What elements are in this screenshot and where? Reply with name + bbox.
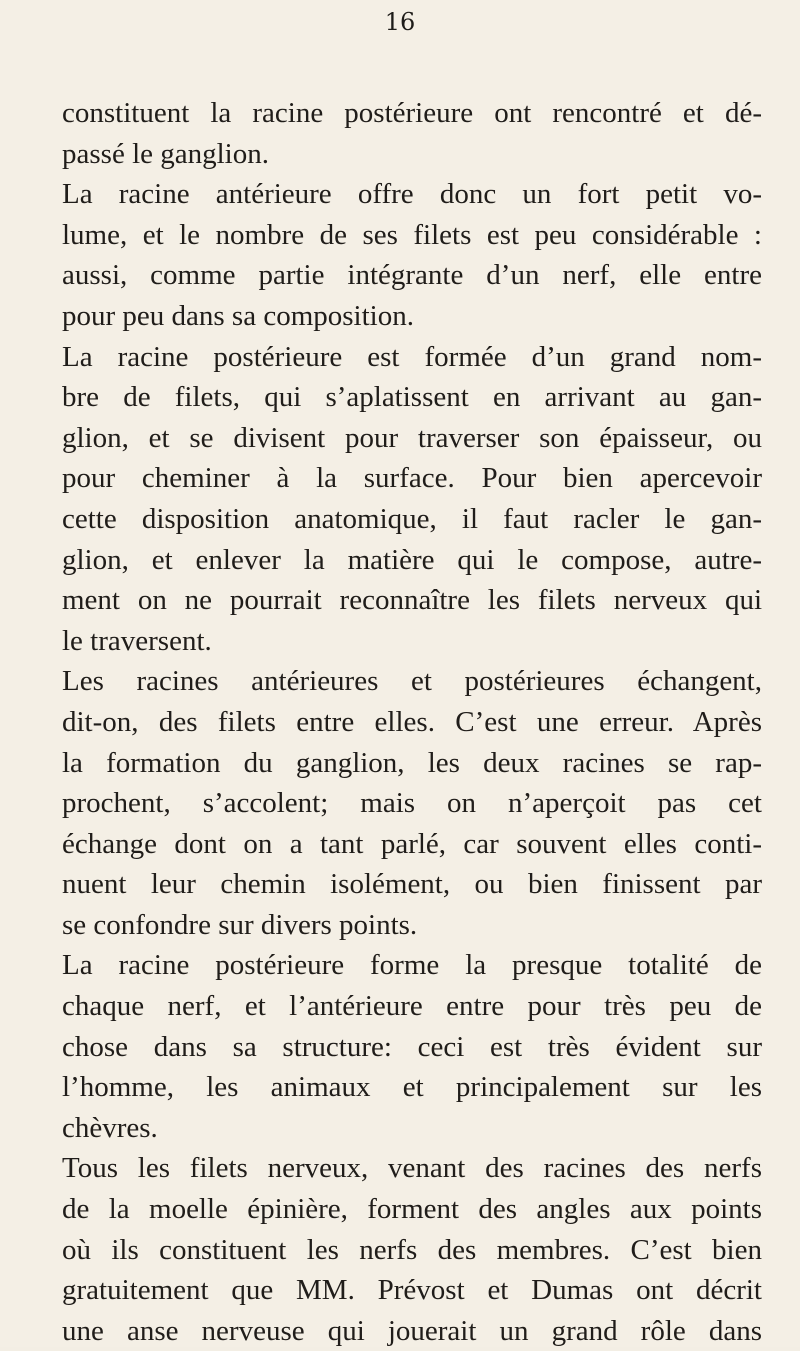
text-line: pour cheminer à la surface. Pour bien apercevoir xyxy=(62,462,762,495)
text-line: Les racines antérieures et postérieures échangent, xyxy=(62,665,762,698)
text-line: passé le ganglion. xyxy=(62,137,269,170)
text-line: aussi, comme partie intégrante d’un nerf, elle entre xyxy=(62,259,762,292)
text-line: chose dans sa structure: ceci est très évident sur xyxy=(62,1030,762,1063)
text-line: nuent leur chemin isolément, ou bien finissent par xyxy=(62,868,762,901)
text-line: de la moelle épinière, forment des angles aux points xyxy=(62,1193,762,1226)
text-line: une anse nerveuse qui jouerait un grand rôle dans xyxy=(62,1314,762,1347)
text-line: cette disposition anatomique, il faut racler le gan- xyxy=(62,502,762,535)
page-number: 16 xyxy=(384,8,416,36)
text-line: chaque nerf, et l’antérieure entre pour très peu de xyxy=(62,990,762,1023)
text-line: prochent, s’accolent; mais on n’aperçoit pas cet xyxy=(62,787,762,820)
text-line: lume, et le nombre de ses filets est peu considérable : xyxy=(62,218,762,251)
text-line: le traversent. xyxy=(62,624,212,657)
text-line: la formation du ganglion, les deux racines se rap- xyxy=(62,746,762,779)
body-text xyxy=(62,93,762,1351)
text-line: où ils constituent les nerfs des membres. C’est bien xyxy=(62,1233,762,1266)
text-line: La racine postérieure est formée d’un grand nom- xyxy=(62,340,762,373)
text-line: dit-on, des filets entre elles. C’est une erreur. Après xyxy=(62,705,762,738)
text-line: La racine postérieure forme la presque totalité de xyxy=(62,949,762,982)
text-line: bre de filets, qui s’aplatissent en arrivant au gan- xyxy=(62,381,762,414)
text-line: Tous les filets nerveux, venant des racines des nerfs xyxy=(62,1152,762,1185)
text-line: glion, et enlever la matière qui le compose, autre- xyxy=(62,543,762,576)
text-line: glion, et se divisent pour traverser son épaisseur, ou xyxy=(62,421,762,454)
text-line: se confondre sur divers points. xyxy=(62,908,418,941)
text-line: chèvres. xyxy=(62,1111,158,1144)
text-line: l’homme, les animaux et principalement sur les xyxy=(62,1071,762,1104)
text-line: constituent la racine postérieure ont rencontré et dé- xyxy=(62,97,762,129)
text-line: pour peu dans sa composition. xyxy=(62,299,414,332)
text-line: échange dont on a tant parlé, car souvent elles conti- xyxy=(62,827,762,860)
text-line: La racine antérieure offre donc un fort petit vo- xyxy=(62,178,762,211)
text-line: gratuitement que MM. Prévost et Dumas ont décrit xyxy=(62,1274,762,1307)
text-line: ment on ne pourrait reconnaître les filets nerveux qui xyxy=(62,584,762,617)
